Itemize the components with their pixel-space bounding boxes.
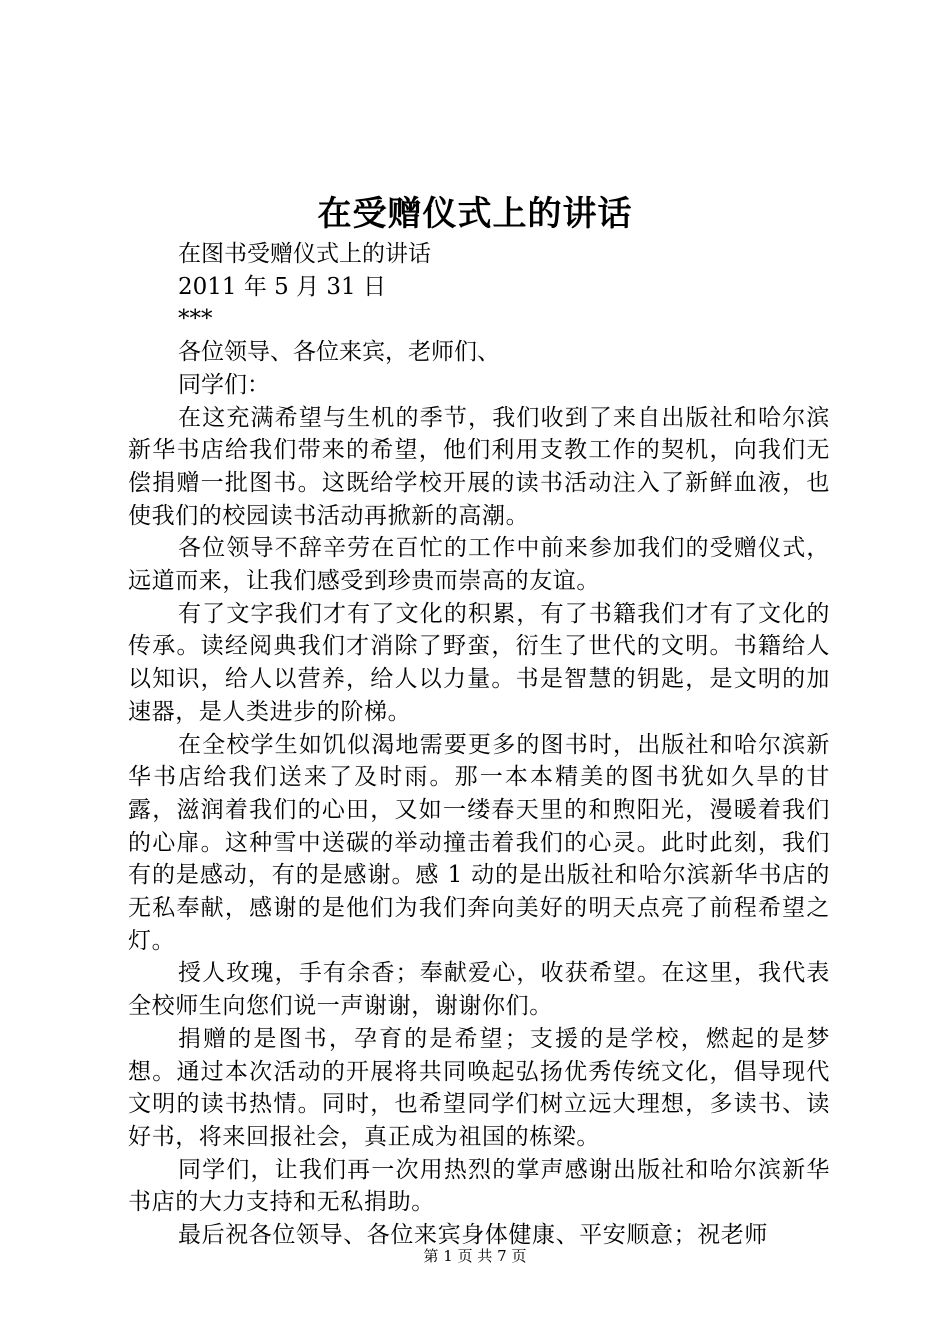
- paragraph: 同学们，让我们再一次用热烈的掌声感谢出版社和哈尔滨新华书店的大力支持和无私捐助。: [128, 1156, 830, 1216]
- salutation-line: 各位领导、各位来宾，老师们、: [178, 339, 500, 366]
- paragraph: 有了文字我们才有了文化的积累，有了书籍我们才有了文化的传承。读经阅典我们才消除了野蛮，衍生了世代的文明。书籍给人以知识，给人以营养，给人以力量。书是智慧的钥匙，是文明的加速器，是人类进步的阶梯。: [128, 600, 830, 725]
- paragraph: 在这充满希望与生机的季节，我们收到了来自出版社和哈尔滨新华书店给我们带来的希望，他们利用支教工作的契机，向我们无偿捐赠一批图书。这既给学校开展的读书活动注入了新鲜血液，也使我们的校园读书活动再掀新的高潮。: [128, 404, 830, 529]
- paragraph: 各位领导不辞辛劳在百忙的工作中前来参加我们的受赠仪式，远道而来，让我们感受到珍贵而崇高的友谊。: [128, 535, 830, 595]
- date-line: 2011 年 5 月 31 日: [178, 273, 386, 300]
- author-line: ***: [178, 306, 213, 333]
- paragraph: 捐赠的是图书，孕育的是希望；支援的是学校，燃起的是梦想。通过本次活动的开展将共同唤起弘扬优秀传统文化，倡导现代文明的读书热情。同时，也希望同学们树立远大理想，多读书、读好书，将来回报社会，真正成为祖国的栋梁。: [128, 1025, 830, 1150]
- paragraph: 最后祝各位领导、各位来宾身体健康、平安顺意；祝老师: [178, 1222, 768, 1249]
- salutation-line-2: 同学们：: [178, 371, 270, 398]
- document-title: 在受赠仪式上的讲话: [317, 194, 633, 234]
- subtitle-line: 在图书受赠仪式上的讲话: [178, 241, 431, 267]
- paragraph: 授人玫瑰，手有余香；奉献爱心，收获希望。在这里，我代表全校师生向您们说一声谢谢，谢谢你们。: [128, 960, 830, 1020]
- page-footer: 第 1 页 共 7 页: [423, 1247, 527, 1265]
- document-body: [128, 238, 830, 1252]
- paragraph: 在全校学生如饥似渴地需要更多的图书时，出版社和哈尔滨新华书店给我们送来了及时雨。那一本本精美的图书犹如久旱的甘露，滋润着我们的心田，又如一缕春天里的和煦阳光，漫暖着我们的心扉。这种雪中送碳的举动撞击着我们的心灵。此时此刻，我们有的是感动，有的是感谢。感 1 动的是出版社和哈尔滨新华书店的无私奉献，感谢的是他们为我们奔向美好的明天点亮了前程希望之灯。: [128, 731, 830, 954]
